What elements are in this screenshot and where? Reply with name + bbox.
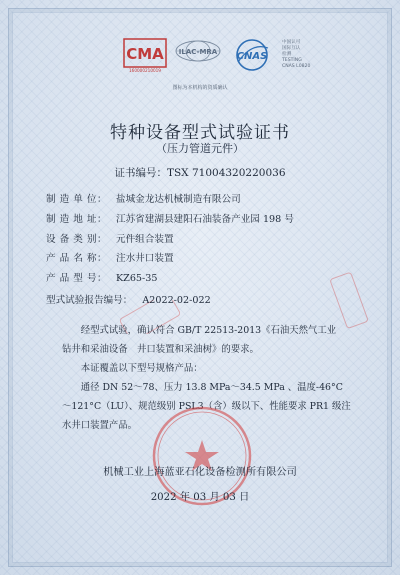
field-value: 注水井口装置 bbox=[116, 253, 174, 265]
report-number-value: A2022-02-022 bbox=[142, 295, 211, 306]
certificate-subtitle: （压力管道元件） bbox=[156, 142, 244, 155]
report-number bbox=[46, 292, 211, 306]
cnas-text-line: 中国认可 bbox=[282, 40, 301, 45]
field-label: 制 造 地 址： bbox=[46, 213, 108, 225]
cma-number: 160000210019 bbox=[129, 68, 161, 73]
accreditation-logos bbox=[0, 38, 400, 82]
field-row-address bbox=[46, 211, 376, 231]
body-paragraph-coverage: 本证覆盖以下型号规格产品： bbox=[80, 363, 203, 374]
cnas-text-line: 国际互认 bbox=[282, 46, 301, 51]
field-row-product-name bbox=[46, 250, 376, 270]
cnas-text-line: CNAS L0820 bbox=[282, 64, 311, 69]
svg-text:CMA: CMA bbox=[126, 45, 164, 63]
ilac-globe-icon bbox=[173, 38, 223, 66]
field-label: 产 品 名 称： bbox=[46, 253, 108, 265]
cnas-label: CNAS bbox=[236, 51, 268, 62]
certificate-number-label: 证书编号： bbox=[114, 167, 167, 179]
cnas-logo bbox=[224, 38, 280, 72]
field-value: 江苏省建湖县建阳石油装备产业园 198 号 bbox=[116, 213, 294, 225]
body-paragraph-conformity: 经型式试验，确认符合 GB/T 22513-2013《石油天然气工业 钻井和采油设备 井口装置和采油树》的要求。 bbox=[62, 325, 346, 355]
issuing-organization: 机械工业上海蓝亚石化设备检测所有限公司 bbox=[103, 467, 297, 478]
certificate-number bbox=[0, 165, 400, 180]
field-row-product-model bbox=[46, 270, 376, 290]
field-label: 产 品 型 号： bbox=[46, 273, 108, 285]
field-label: 设 备 类 别： bbox=[46, 233, 108, 245]
field-row-category bbox=[46, 231, 376, 251]
ilac-mra-logo bbox=[173, 38, 223, 74]
field-value: KZ65-35 bbox=[116, 273, 158, 285]
issue-date: 2022 年 03 月 03 日 bbox=[150, 492, 250, 503]
field-value: 盐城金龙达机械制造有限公司 bbox=[116, 194, 241, 205]
certificate-fields bbox=[46, 191, 376, 290]
cnas-text-line: TESTING bbox=[282, 58, 302, 63]
body-paragraph-specs: 通径 DN 52～78、压力 13.8 MPa～34.5 MPa 、温度-46°C～121°C（LU）、规范级别 PSL3（含）级以下、性能要求 PR1 级注水井口装置产品。 bbox=[62, 382, 351, 431]
cma-logo bbox=[123, 38, 167, 74]
cma-icon bbox=[123, 38, 167, 68]
certificate-number-value: TSX 71004320220036 bbox=[166, 167, 286, 179]
ilac-label: ILAC-MRA bbox=[178, 48, 218, 56]
field-label: 制 造 单 位： bbox=[46, 194, 108, 205]
field-value: 元件组合装置 bbox=[116, 233, 174, 245]
certificate-title: 特种设备型式试验证书 bbox=[110, 123, 290, 143]
cnas-text-line: 检测 bbox=[282, 52, 292, 57]
cnas-accreditation-text bbox=[282, 40, 342, 70]
logo-caption: 图标为本机构的资质确认 bbox=[172, 85, 228, 91]
cnas-icon bbox=[224, 38, 280, 72]
report-number-label: 型式试验报告编号： bbox=[46, 295, 133, 306]
field-row-manufacturer bbox=[46, 191, 376, 211]
